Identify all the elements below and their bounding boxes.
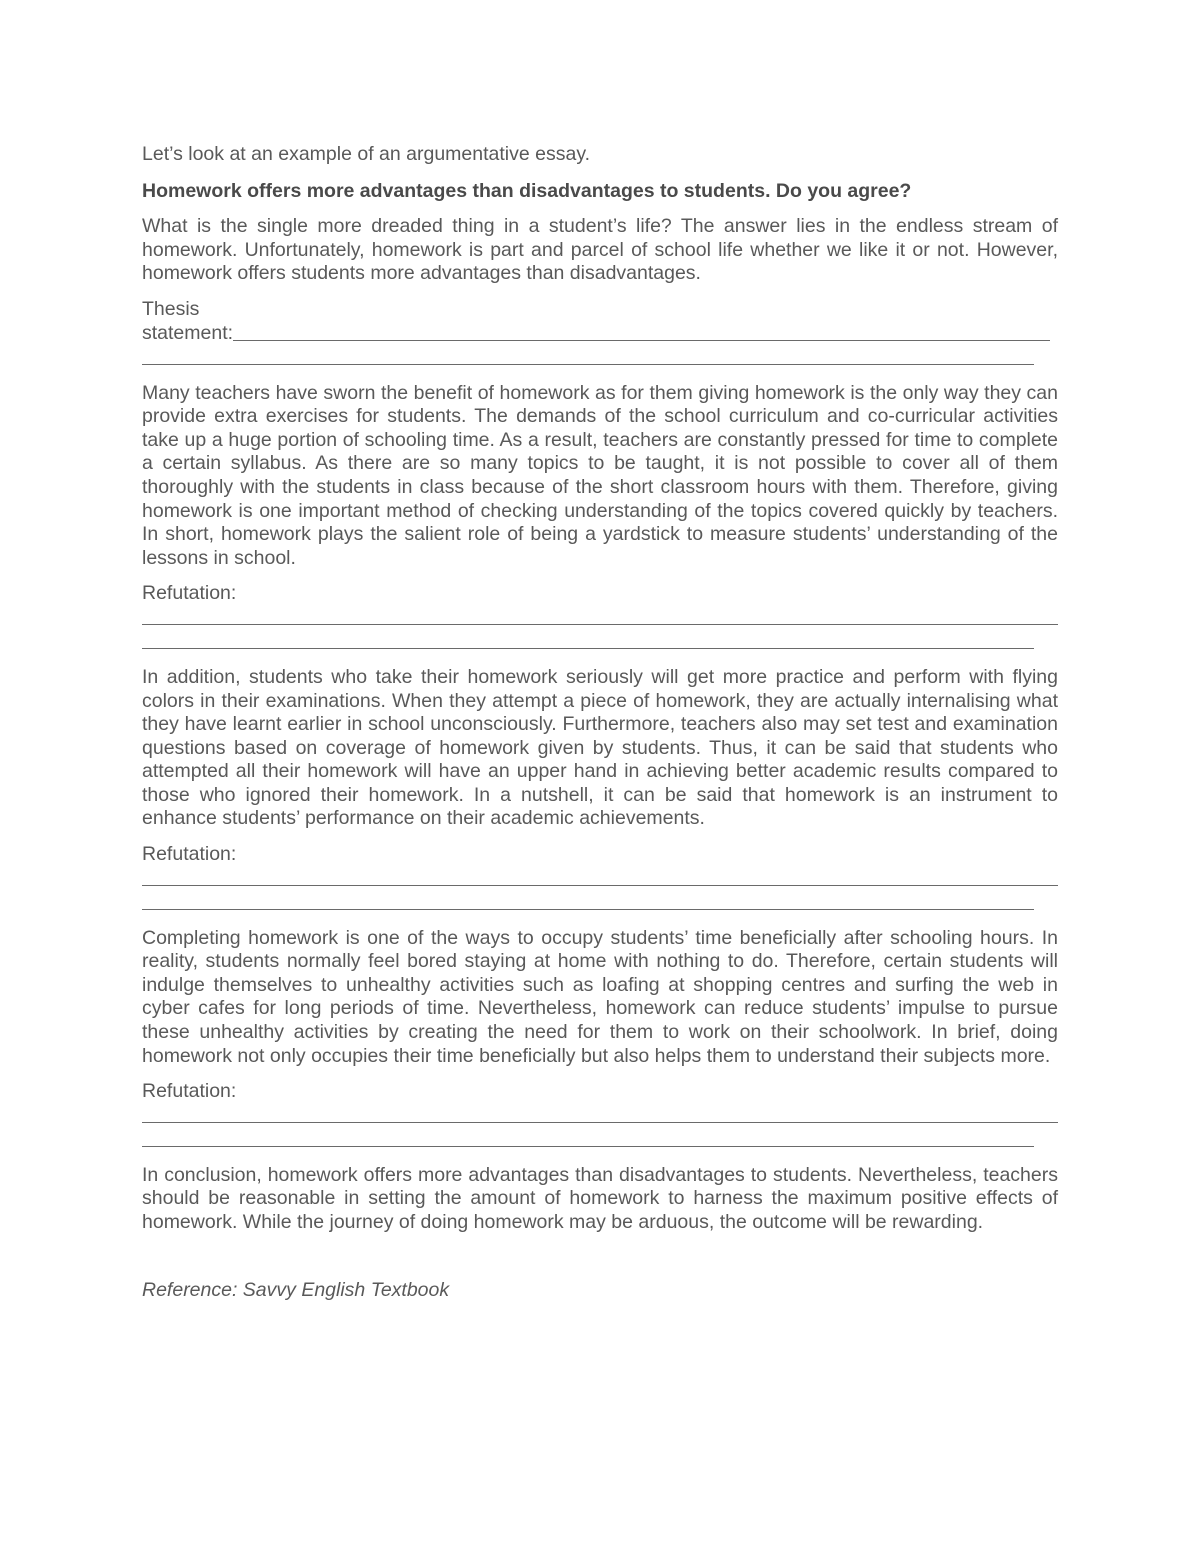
essay-question: Homework offers more advantages than disadvantages to students. Do you agree? [142,179,912,202]
paragraph-body-3: Completing homework is one of the ways to occupy students’ time beneficially after schooling hours. In reality, students normally feel bored staying at home with nothing to do. Therefore, certain students will indulge themselves to unhealthy activities such as loafing at shopping centres and surfing the web in cyber cafes for long periods of time. Nevertheless, homework can reduce students’ impulse to pursue these unhealthy activities by creating the need for them to work on their schoolwork. In brief, doing homework not only occupies their time beneficially but also helps them to understand their subjects more. [142,926,1058,1067]
refutation-1-blank-line-2[interactable] [142,630,1058,654]
refutation-label-3: Refutation: [142,1080,237,1103]
thesis-blank-line-2[interactable] [142,346,1058,370]
paragraph-body-2: In addition, students who take their homework seriously will get more practice and perform with flying colors in their examinations. When they attempt a piece of homework, they are actually internalising what they have learnt earlier in school unconsciously. Furthermore, teachers also may set test and examination questions based on coverage of homework given by students. Thus, it can be said that students who attempted all their homework will have an upper hand in achieving better academic results compared to those who ignored their homework. In a nutshell, it can be said that homework is an instrument to enhance students’ performance on their academic achievements. [142,665,1058,830]
thesis-label-line1: Thesis [142,297,200,320]
thesis-row [142,322,1058,346]
thesis-blank-line-1[interactable] [233,322,1050,346]
refutation-block-2 [142,843,1058,915]
thesis-label-line2: statement: [142,321,234,344]
thesis-statement-block [142,298,1058,370]
paragraph-conclusion: In conclusion, homework offers more advantages than disadvantages to students. Nevertheless, teachers should be reasonable in setting the amount of homework to harness the maximum positive effects of homework. While the journey of doing homework may be arduous, the outcome will be rewarding. [142,1163,1058,1233]
paragraph-introduction: What is the single more dreaded thing in a student’s life? The answer lies in the endless stream of homework. Unfortunately, homework is part and parcel of school life whether we like it or not. However, homework offers students more advantages than disadvantages. [142,215,1058,285]
reference-text: Reference: Savvy English Textbook [142,1278,450,1301]
refutation-1-blank-line-1[interactable] [142,606,1058,630]
document-page [142,143,1058,1314]
refutation-label-1: Refutation: [142,582,237,605]
refutation-block-3 [142,1080,1058,1152]
refutation-label-2: Refutation: [142,843,237,866]
refutation-3-blank-line-1[interactable] [142,1104,1058,1128]
refutation-3-blank-line-2[interactable] [142,1128,1058,1152]
refutation-2-blank-line-2[interactable] [142,891,1058,915]
intro-text: Let’s look at an example of an argumentative essay. [142,143,591,165]
paragraph-body-1: Many teachers have sworn the benefit of homework as for them giving homework is the only way they can provide extra exercises for students. The demands of the school curriculum and co-curricular activities take up a huge portion of schooling time. As a result, teachers are constantly pressed for time to complete a certain syllabus. As there are so many topics to be taught, it is not possible to cover all of them thoroughly with the students in class because of the short classroom hours with them. Therefore, giving homework is one important method of checking understanding of the topics covered quickly by teachers. In short, homework plays the salient role of being a yardstick to measure students’ understanding of the lessons in school. [142,381,1058,569]
refutation-2-blank-line-1[interactable] [142,867,1058,891]
refutation-block-1 [142,582,1058,654]
